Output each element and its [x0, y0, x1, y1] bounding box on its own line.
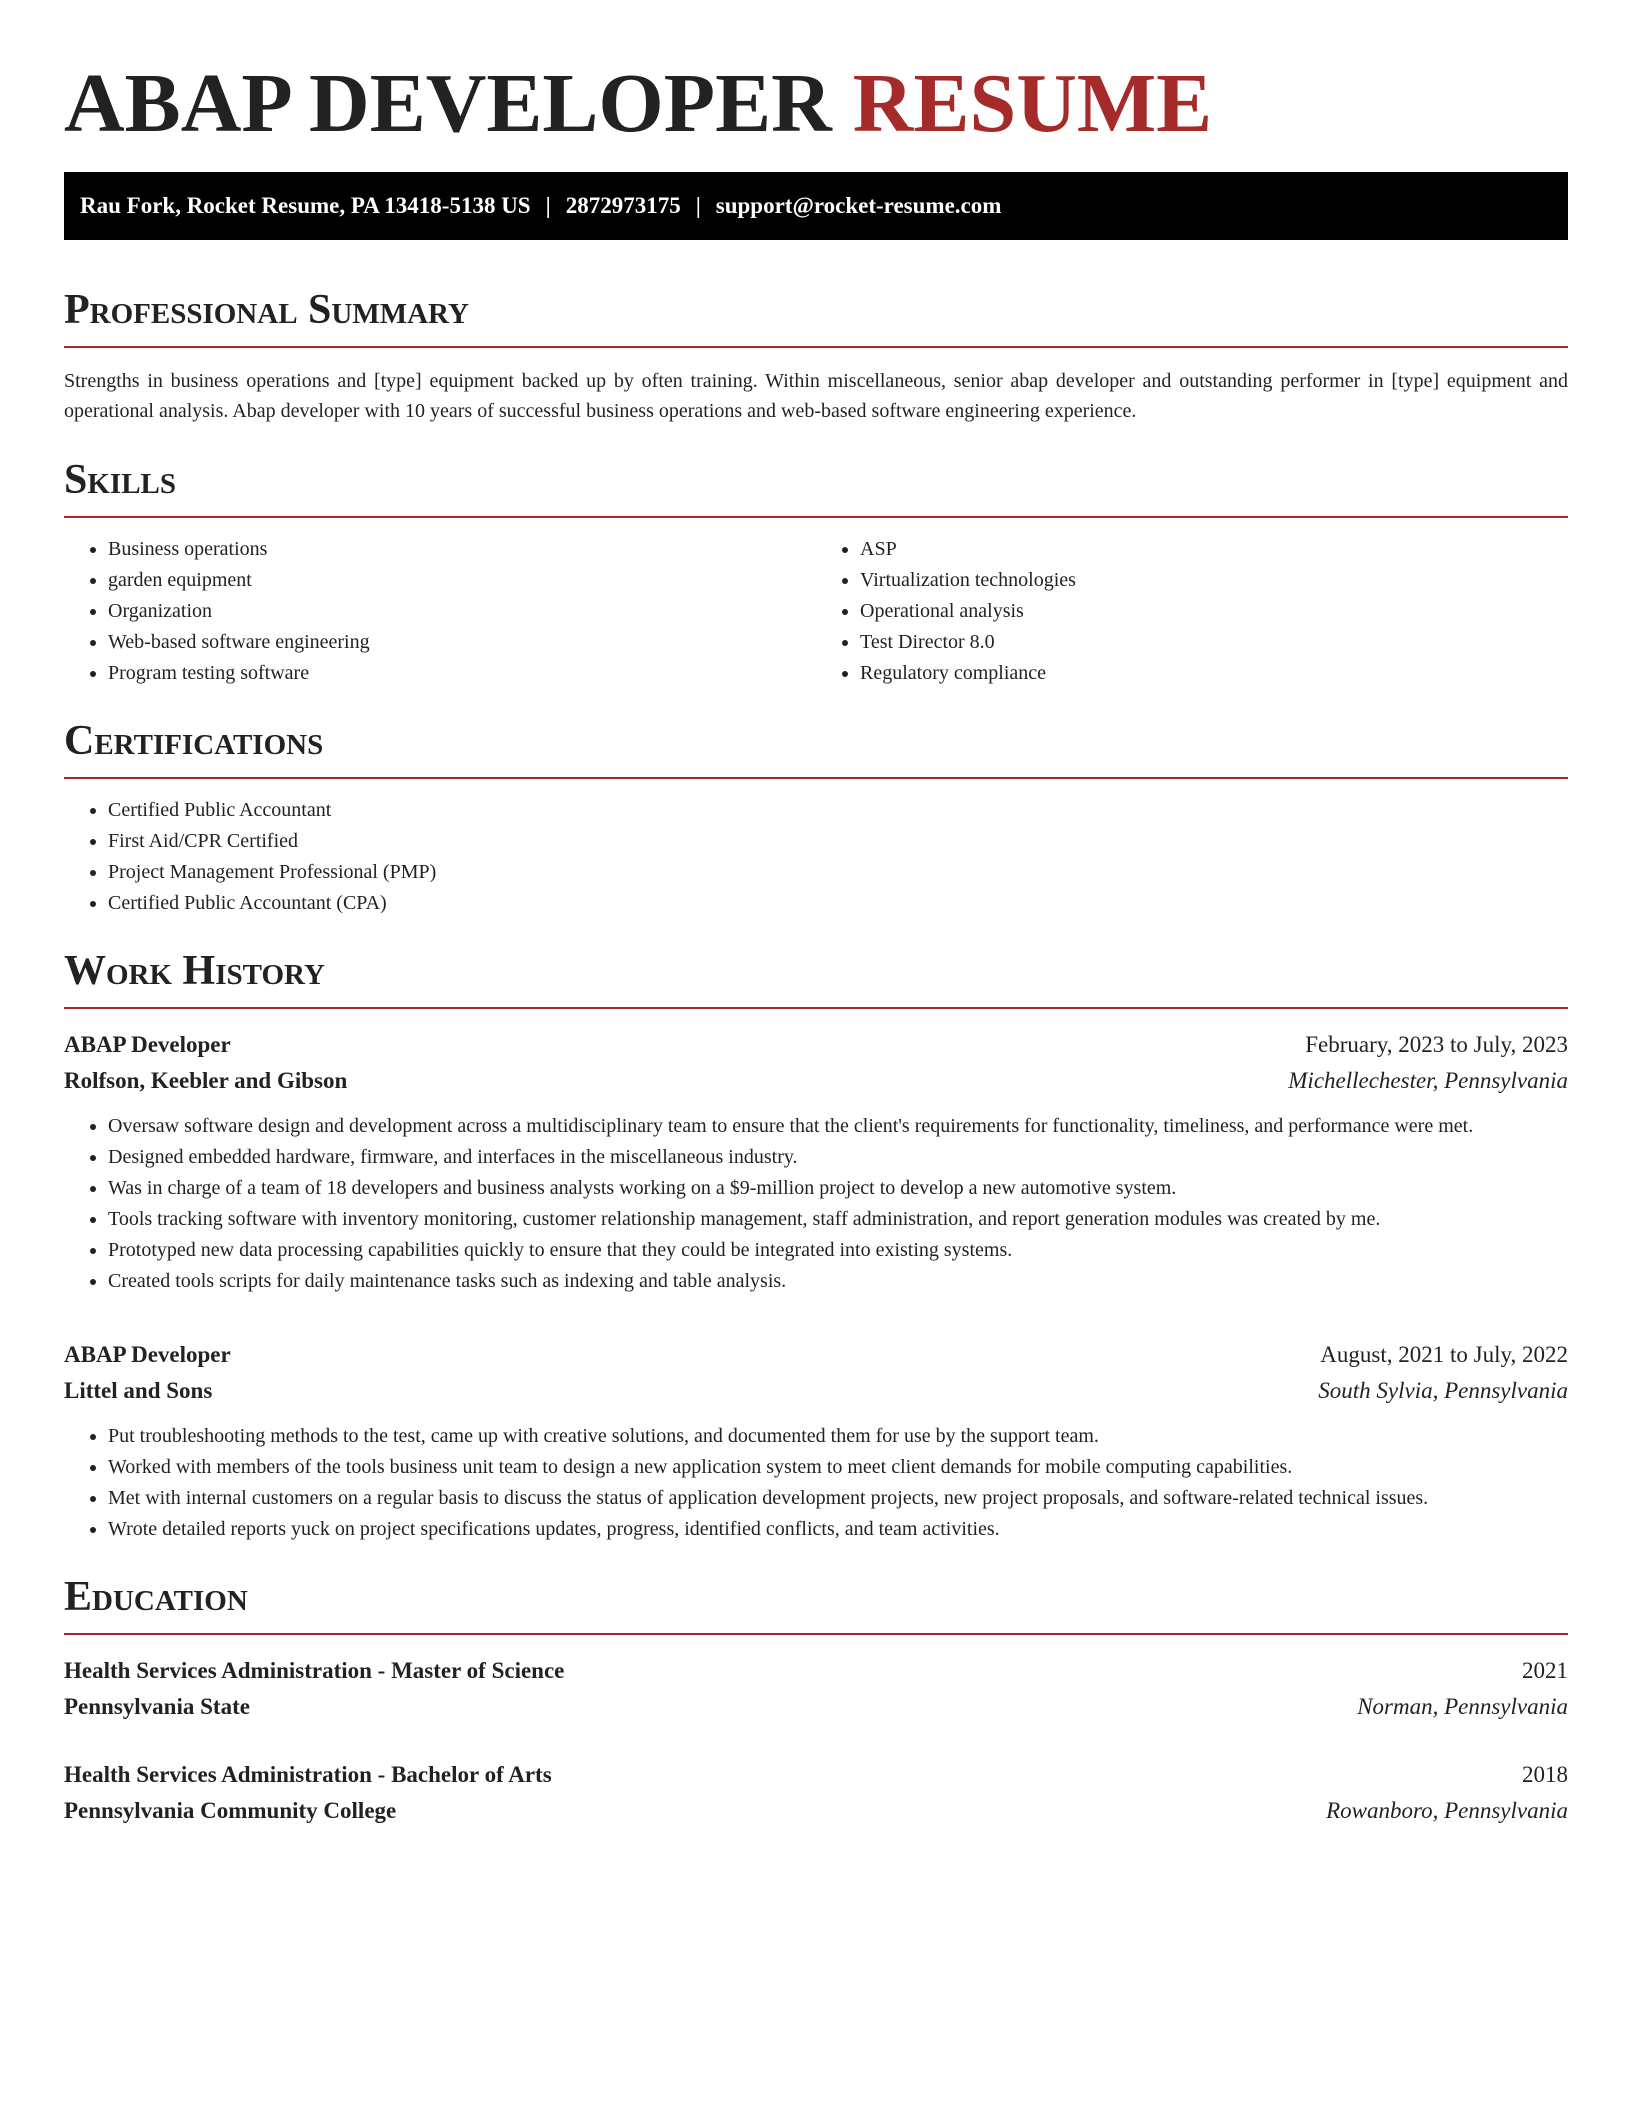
job-location: Michellechester, Pennsylvania	[1288, 1068, 1568, 1093]
certifications-heading: Certifications	[64, 718, 324, 764]
job-bullet: • Prototyped new data processing capabilities quickly to ensure that they could be integrated into existing systems.	[108, 1235, 1568, 1266]
skill-item: • Operational analysis	[860, 596, 1568, 627]
contact-address: Rau Fork, Rocket Resume, PA 13418-5138 US	[80, 193, 531, 218]
skills-list-right	[816, 534, 1568, 689]
education-school-row	[64, 1689, 1568, 1725]
skill-item: • Regulatory compliance	[860, 658, 1568, 689]
skills-grid	[64, 534, 1568, 689]
job-entry	[64, 1337, 1568, 1545]
job-bullet: • Was in charge of a team of 18 developers and business analysts working on a $9-million project to develop a new automotive system.	[108, 1173, 1568, 1204]
work-history-heading: Work History	[64, 948, 325, 994]
job-bullet: • Created tools scripts for daily maintenance tasks such as indexing and table analysis.	[108, 1266, 1568, 1297]
job-bullet: • Worked with members of the tools business unit team to design a new application system to meet client demands for mobile computing capabilities.	[108, 1452, 1568, 1483]
summary-section	[64, 284, 1568, 426]
job-title: ABAP Developer	[64, 1342, 231, 1367]
skill-item: • Program testing software	[108, 658, 816, 689]
job-header-row	[64, 1337, 1568, 1373]
skills-column-right	[816, 534, 1568, 689]
education-entry	[64, 1757, 1568, 1829]
section-divider	[64, 1633, 1568, 1635]
job-dates: August, 2021 to July, 2022	[1320, 1342, 1568, 1367]
job-company: Rolfson, Keebler and Gibson	[64, 1068, 348, 1093]
job-location: South Sylvia, Pennsylvania	[1318, 1378, 1568, 1403]
section-divider	[64, 516, 1568, 518]
job-bullet: • Tools tracking software with inventory monitoring, customer relationship management, staff administration, and report generation modules was created by me.	[108, 1204, 1568, 1235]
certifications-section	[64, 715, 1568, 919]
education-school-row	[64, 1793, 1568, 1829]
job-bullet: • Put troubleshooting methods to the test, came up with creative solutions, and documented them for use by the support team.	[108, 1421, 1568, 1452]
section-divider	[64, 777, 1568, 779]
contact-bar	[64, 172, 1568, 240]
education-location: Norman, Pennsylvania	[1357, 1694, 1568, 1719]
education-entry	[64, 1653, 1568, 1725]
education-school: Pennsylvania State	[64, 1694, 250, 1719]
summary-heading: Professional Summary	[64, 287, 469, 333]
job-company-row	[64, 1373, 1568, 1409]
job-company-row	[64, 1063, 1568, 1099]
job-bullets	[64, 1111, 1568, 1297]
title-main: ABAP DEVELOPER	[64, 57, 832, 150]
skill-item: • Test Director 8.0	[860, 627, 1568, 658]
job-bullets	[64, 1421, 1568, 1545]
skill-item: • Web-based software engineering	[108, 627, 816, 658]
education-heading: Education	[64, 1574, 248, 1620]
contact-email: support@rocket-resume.com	[715, 193, 1002, 218]
skill-item: • Virtualization technologies	[860, 565, 1568, 596]
section-divider	[64, 1007, 1568, 1009]
skill-item: • garden equipment	[108, 565, 816, 596]
education-year: 2018	[1522, 1762, 1568, 1787]
job-dates: February, 2023 to July, 2023	[1305, 1032, 1568, 1057]
job-bullet: • Wrote detailed reports yuck on project specifications updates, progress, identified conflicts, and team activities.	[108, 1514, 1568, 1545]
summary-text: Strengths in business operations and [type] equipment backed up by often training. Within miscellaneous, senior abap developer and outstanding performer in [type] equipment and operational analysis. Abap developer with 10 years of successful business operations and web-based software engineering experience.	[64, 370, 1568, 422]
skills-section	[64, 454, 1568, 689]
skills-list-left	[64, 534, 816, 689]
contact-separator: |	[545, 193, 551, 218]
job-bullet: • Oversaw software design and development across a multidisciplinary team to ensure that the client's requirements for functionality, timeliness, and performance were met.	[108, 1111, 1568, 1142]
work-history-section	[64, 945, 1568, 1545]
skill-item: • Business operations	[108, 534, 816, 565]
certification-item: • Certified Public Accountant	[108, 795, 1568, 826]
job-company: Littel and Sons	[64, 1378, 213, 1403]
certifications-list	[64, 795, 1568, 919]
education-section	[64, 1571, 1568, 1829]
job-bullet: • Designed embedded hardware, firmware, and interfaces in the miscellaneous industry.	[108, 1142, 1568, 1173]
education-location: Rowanboro, Pennsylvania	[1326, 1798, 1568, 1823]
skills-column-left	[64, 534, 816, 689]
education-degree: Health Services Administration - Master of Science	[64, 1658, 565, 1683]
contact-phone: 2872973175	[565, 193, 681, 218]
resume-title	[64, 56, 1568, 152]
education-school: Pennsylvania Community College	[64, 1798, 397, 1823]
contact-separator: |	[695, 193, 701, 218]
education-degree-row	[64, 1653, 1568, 1689]
section-divider	[64, 346, 1568, 348]
education-degree: Health Services Administration - Bachelor of Arts	[64, 1762, 552, 1787]
skills-heading: Skills	[64, 457, 177, 503]
education-degree-row	[64, 1757, 1568, 1793]
job-bullet: • Met with internal customers on a regular basis to discuss the status of application development projects, new project proposals, and software-related technical issues.	[108, 1483, 1568, 1514]
job-entry	[64, 1027, 1568, 1297]
certification-item: • Certified Public Accountant (CPA)	[108, 888, 1568, 919]
job-header-row	[64, 1027, 1568, 1063]
education-year: 2021	[1522, 1658, 1568, 1683]
certification-item: • Project Management Professional (PMP)	[108, 857, 1568, 888]
certification-item: • First Aid/CPR Certified	[108, 826, 1568, 857]
skill-item: • ASP	[860, 534, 1568, 565]
job-title: ABAP Developer	[64, 1032, 231, 1057]
skill-item: • Organization	[108, 596, 816, 627]
title-accent: RESUME	[852, 57, 1213, 150]
